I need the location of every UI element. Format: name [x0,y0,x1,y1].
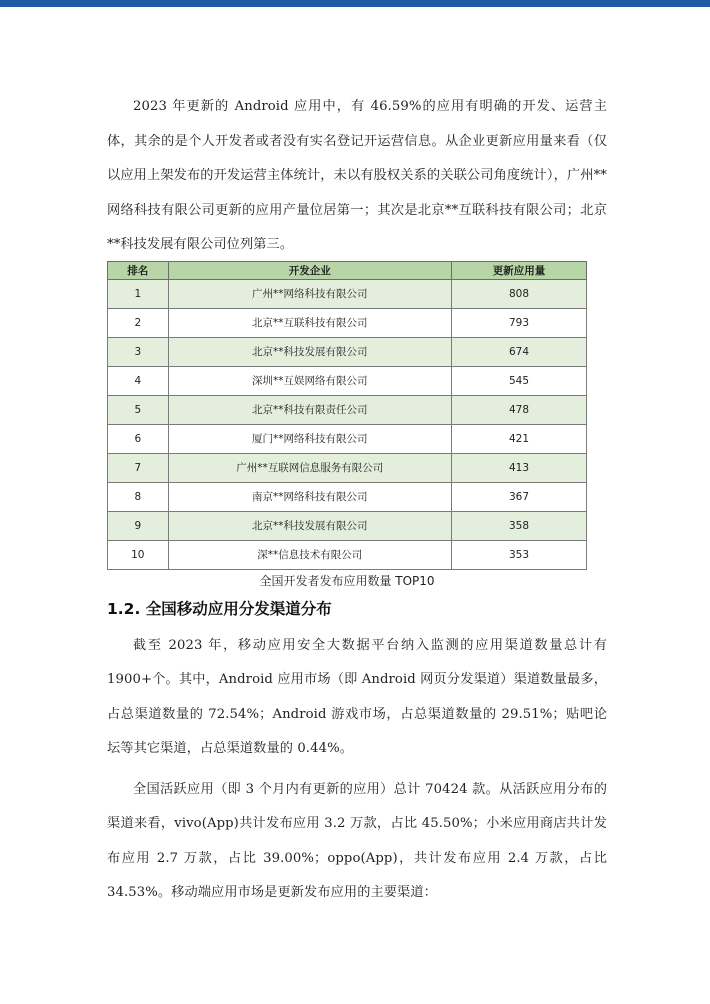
company-cell: 广州**网络科技有限公司 [168,279,451,308]
table-row [108,366,587,395]
header-company: 开发企业 [168,261,451,279]
rank-cell: 5 [108,395,169,424]
company-cell: 南京**网络科技有限公司 [168,482,451,511]
table-row [108,337,587,366]
table-header-row [108,261,587,279]
rank-cell: 8 [108,482,169,511]
company-cell: 北京**科技有限责任公司 [168,395,451,424]
rank-cell: 4 [108,366,169,395]
table-caption: 全国开发者发布应用数量 TOP10 [259,573,435,588]
count-cell: 367 [452,482,587,511]
count-cell: 478 [452,395,587,424]
company-cell: 北京**互联科技有限公司 [168,308,451,337]
section-heading: 1.2. 全国移动应用分发渠道分布 [107,599,332,618]
rank-cell: 9 [108,511,169,540]
count-cell: 353 [452,540,587,569]
active-apps-paragraph: 全国活跃应用（即 3 个月内有更新的应用）总计 70424 款。从活跃应用分布的渠道来看，vivo(App)共计发布应用 3.2 万款，占比 45.50%；小米应用商店共计发布应用 2.7 万款，占比 39.00%；oppo(App)，共计发布应用 2.4 万款，占比 34.53%。移动端应用市场是更新发布应用的主要渠道： [107,781,607,900]
header-count: 更新应用量 [452,261,587,279]
company-cell: 北京**科技发展有限公司 [168,337,451,366]
document-content [107,90,607,911]
table-row [108,511,587,540]
count-cell: 808 [452,279,587,308]
developer-ranking-table [107,261,587,570]
rank-cell: 10 [108,540,169,569]
count-cell: 413 [452,453,587,482]
table-row [108,279,587,308]
company-cell: 北京**科技发展有限公司 [168,511,451,540]
company-cell: 广州**互联网信息服务有限公司 [168,453,451,482]
table-row [108,308,587,337]
count-cell: 421 [452,424,587,453]
rank-cell: 2 [108,308,169,337]
rank-cell: 7 [108,453,169,482]
rank-cell: 6 [108,424,169,453]
count-cell: 793 [452,308,587,337]
table-row [108,482,587,511]
rank-cell: 1 [108,279,169,308]
top-accent-bar [0,0,710,7]
company-cell: 深**信息技术有限公司 [168,540,451,569]
table-row [108,453,587,482]
company-cell: 厦门**网络科技有限公司 [168,424,451,453]
table-row [108,395,587,424]
company-cell: 深圳**互娱网络有限公司 [168,366,451,395]
header-rank: 排名 [108,261,169,279]
table-row [108,540,587,569]
count-cell: 545 [452,366,587,395]
count-cell: 358 [452,511,587,540]
count-cell: 674 [452,337,587,366]
table-row [108,424,587,453]
channel-paragraph: 截至 2023 年，移动应用安全大数据平台纳入监测的应用渠道数量总计有 1900+个。其中，Android 应用市场（即 Android 网页分发渠道）渠道数量最多，占总渠道数量的 72.54%；Android 游戏市场，占总渠道数量的 29.51%；贴吧论坛等其它渠道，占总渠道数量的 0.44%。 [107,637,607,756]
rank-cell: 3 [108,337,169,366]
intro-paragraph: 2023 年更新的 Android 应用中，有 46.59%的应用有明确的开发、运营主体，其余的是个人开发者或者没有实名登记开运营信息。从企业更新应用量来看（仅以应用上架发布的开发运营主体统计，未以有股权关系的关联公司角度统计），广州**网络科技有限公司更新的应用产量位居第一；其次是北京**互联科技有限公司；北京**科技发展有限公司位列第三。 [107,99,607,252]
